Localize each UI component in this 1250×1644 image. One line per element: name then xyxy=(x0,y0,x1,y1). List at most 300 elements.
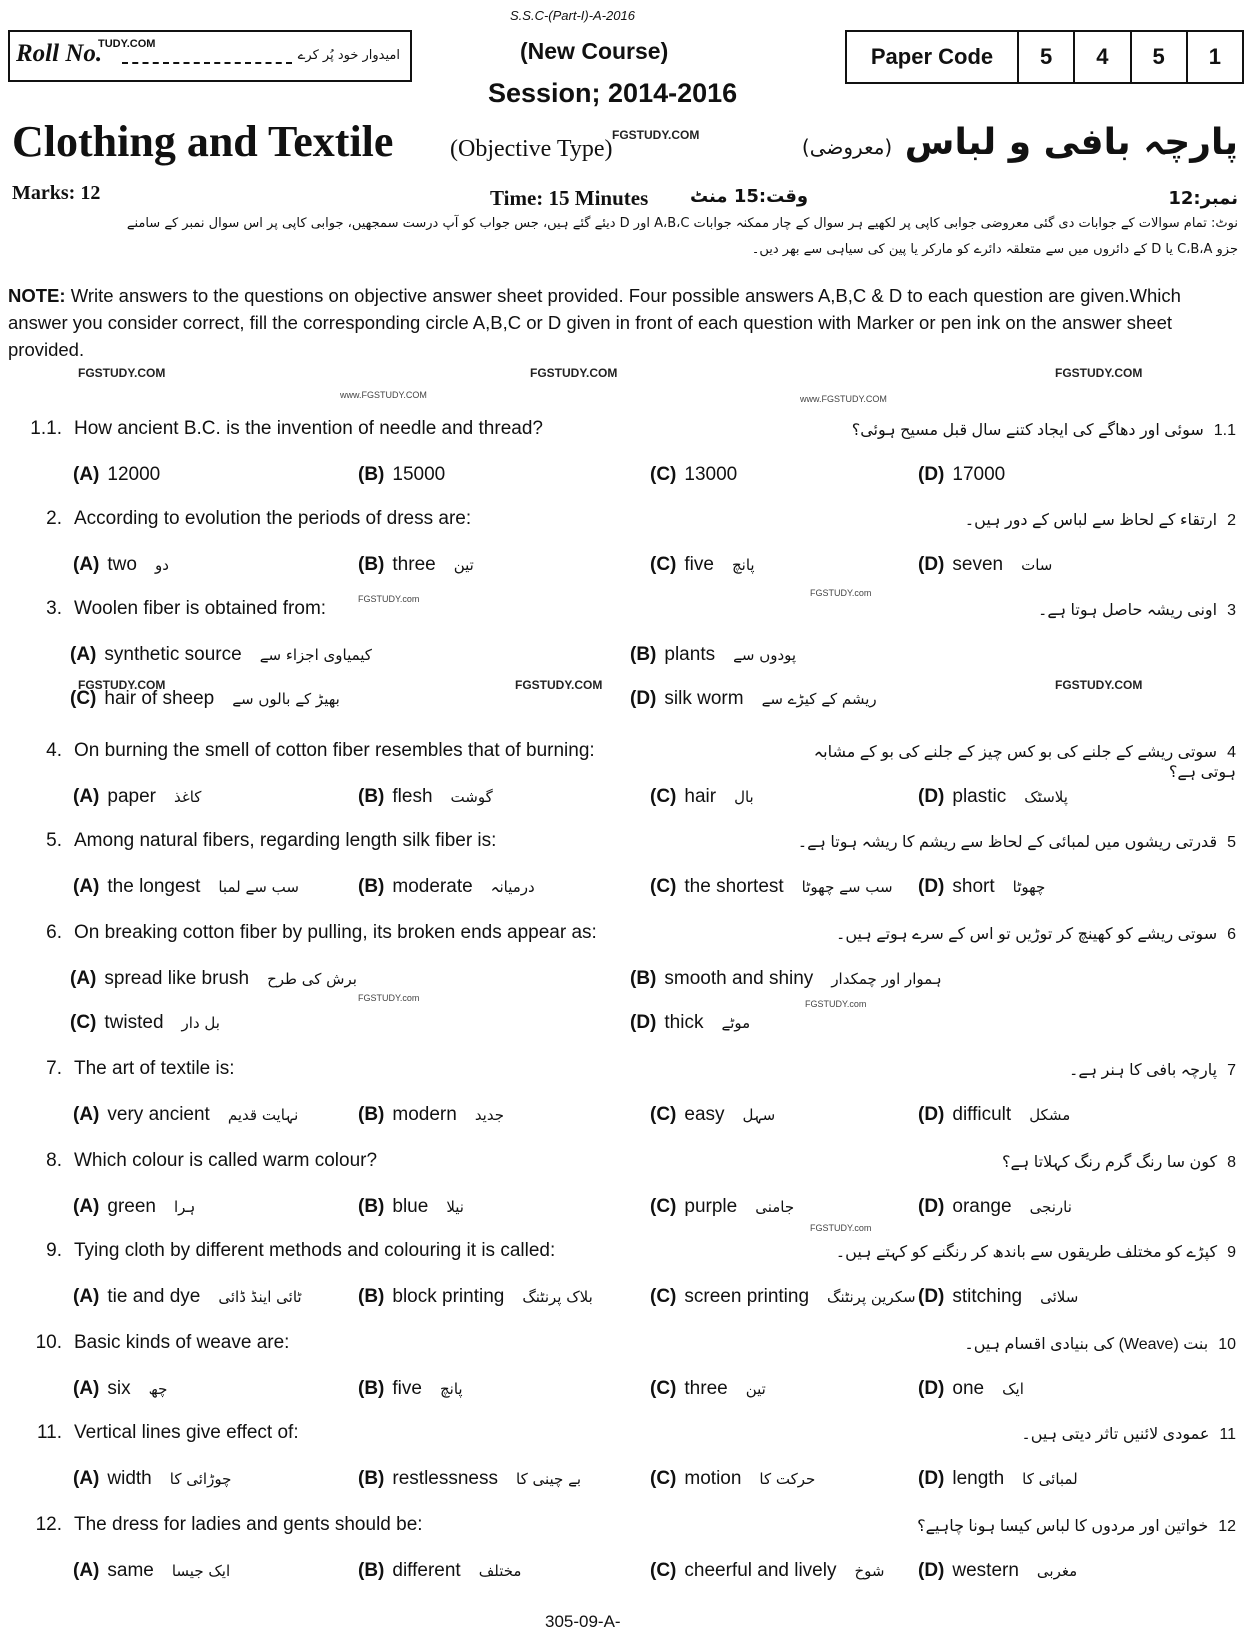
option-label: (B) xyxy=(358,786,385,807)
option-label: (A) xyxy=(70,968,97,989)
option-urdu: چھوٹا xyxy=(1012,878,1046,896)
option-urdu: جامنی xyxy=(755,1198,795,1216)
question-english: The dress for ladies and gents should be: xyxy=(74,1514,423,1535)
question-number: 5. xyxy=(46,830,62,851)
question-number: 8. xyxy=(46,1150,62,1171)
option-d xyxy=(918,1378,1024,1400)
question-urdu-number: 2 xyxy=(1227,512,1236,529)
question-urdu-number: 9 xyxy=(1227,1244,1236,1261)
question-text xyxy=(10,1514,423,1536)
option-text: hair xyxy=(684,786,717,807)
option-c xyxy=(70,1012,220,1034)
question-urdu-number: 1.1 xyxy=(1213,422,1236,439)
option-label: (B) xyxy=(358,1196,385,1217)
option-label: (C) xyxy=(650,1560,677,1581)
option-text: restlessness xyxy=(392,1468,498,1489)
option-urdu: سب سے لمبا xyxy=(218,878,299,896)
option-c xyxy=(650,876,893,898)
option-a xyxy=(73,1378,167,1400)
option-a xyxy=(73,464,160,486)
option-urdu: مغربی xyxy=(1036,1562,1078,1580)
option-text: spread like brush xyxy=(104,968,250,989)
option-text: difficult xyxy=(952,1104,1012,1125)
option-d xyxy=(630,1012,750,1034)
watermark: FGSTUDY.COM xyxy=(1055,366,1143,380)
option-text: screen printing xyxy=(684,1286,810,1307)
option-d xyxy=(918,1196,1072,1218)
title-watermark: FGSTUDY.COM xyxy=(612,128,700,142)
question-text xyxy=(10,1332,289,1354)
question-english: On breaking cotton fiber by pulling, its broken ends appear as: xyxy=(74,922,597,943)
question-text xyxy=(10,418,543,440)
option-text: silk worm xyxy=(664,688,744,709)
question-english: Tying cloth by different methods and colouring it is called: xyxy=(74,1240,556,1261)
option-label: (B) xyxy=(358,1286,385,1307)
option-label: (A) xyxy=(73,1104,100,1125)
option-urdu: نیلا xyxy=(446,1198,464,1216)
note-text: Write answers to the questions on objective answer sheet provided. Four possible answers A,B,C & D to each question are given.Which answer you consider correct, fill the corresponding circle A,B,C or D given in front of each question with Marker or pen ink on the answer sheet provided. xyxy=(8,285,1181,360)
option-urdu: ٹائی اینڈ ڈائی xyxy=(218,1288,302,1306)
option-d xyxy=(918,786,1068,808)
option-urdu: لمبائی کا xyxy=(1022,1470,1078,1488)
option-label: (D) xyxy=(630,688,657,709)
question-number: 11. xyxy=(36,1422,62,1443)
option-label: (D) xyxy=(630,1012,657,1033)
question-urdu-number: 3 xyxy=(1227,602,1236,619)
question-text xyxy=(10,1240,555,1262)
watermark: FGSTUDY.COM xyxy=(530,366,618,380)
option-text: one xyxy=(952,1378,985,1399)
option-text: twisted xyxy=(104,1012,164,1033)
option-a xyxy=(70,644,372,666)
option-text: six xyxy=(107,1378,131,1399)
option-text: different xyxy=(392,1560,461,1581)
option-label: (B) xyxy=(358,1104,385,1125)
option-d xyxy=(918,464,1005,486)
option-c xyxy=(650,1104,775,1126)
option-text: orange xyxy=(952,1196,1012,1217)
option-label: (A) xyxy=(70,644,97,665)
option-urdu: تین xyxy=(453,556,474,574)
option-a xyxy=(70,968,357,990)
note-english xyxy=(8,282,1223,363)
option-urdu: پودوں سے xyxy=(733,646,797,664)
option-text: five xyxy=(684,554,714,575)
option-a xyxy=(73,786,201,808)
option-c xyxy=(650,554,755,576)
option-a xyxy=(73,554,169,576)
option-urdu: چھ xyxy=(148,1380,168,1398)
option-text: three xyxy=(684,1378,728,1399)
roll-urdu-note: امیدوار خود پُر کرے xyxy=(297,48,400,63)
option-text: synthetic source xyxy=(104,644,242,665)
option-label: (C) xyxy=(70,688,97,709)
option-text: the longest xyxy=(107,876,201,897)
question-text xyxy=(10,1058,235,1080)
option-label: (C) xyxy=(650,1196,677,1217)
option-a xyxy=(73,1560,230,1582)
option-label: (A) xyxy=(73,554,100,575)
option-text: stitching xyxy=(952,1286,1023,1307)
paper-code-digit: 1 xyxy=(1208,44,1221,69)
title-english: Clothing and Textile xyxy=(12,117,394,166)
question-urdu xyxy=(776,1334,1236,1354)
question-english: According to evolution the periods of dress are: xyxy=(74,508,472,529)
option-urdu: سکرین پرنٹنگ xyxy=(827,1288,916,1306)
note-urdu-line-2: جزو C،B،A یا D کے دائروں میں سے متعلقہ دائرے کو مارکر یا پین کی سیاہی سے بھر دیں۔ xyxy=(751,242,1238,257)
title-urdu-type: (معروضی) xyxy=(801,135,893,159)
question-urdu-text: عمودی لائنیں تاثر دیتی ہیں۔ xyxy=(1021,1426,1210,1443)
option-b xyxy=(630,968,942,990)
option-a xyxy=(73,1196,195,1218)
question-urdu-number: 8 xyxy=(1227,1154,1236,1171)
option-urdu: موٹے xyxy=(721,1014,751,1032)
option-text: western xyxy=(952,1560,1019,1581)
option-urdu: بل دار xyxy=(181,1014,220,1032)
option-label: (C) xyxy=(650,1378,677,1399)
paper-code-box xyxy=(845,30,1244,84)
question-urdu-text: کپڑے کو مختلف طریقوں سے باندھ کر رنگنے کو کہتے ہیں۔ xyxy=(835,1244,1218,1261)
option-urdu: ایک xyxy=(1002,1380,1024,1398)
question-english: How ancient B.C. is the invention of needle and thread? xyxy=(74,418,543,439)
marks-urdu: نمبر:12 xyxy=(1168,188,1238,209)
option-c xyxy=(650,1468,815,1490)
option-label: (D) xyxy=(918,1468,945,1489)
option-label: (D) xyxy=(918,1104,945,1125)
option-label: (D) xyxy=(918,1196,945,1217)
option-b xyxy=(630,644,796,666)
title-urdu-main: پارچہ بافی و لباس xyxy=(904,122,1238,163)
watermark-small: FGSTUDY.com xyxy=(358,993,420,1003)
option-text: cheerful and lively xyxy=(684,1560,837,1581)
option-c xyxy=(650,1196,794,1218)
option-urdu: پلاسٹک xyxy=(1024,788,1068,806)
option-urdu: سلائی xyxy=(1040,1288,1079,1306)
question-text xyxy=(10,830,496,852)
option-b xyxy=(358,464,445,486)
option-urdu: شوخ xyxy=(854,1562,885,1580)
question-number: 4. xyxy=(46,740,62,761)
question-text xyxy=(10,1422,299,1444)
question-urdu-number: 7 xyxy=(1227,1062,1236,1079)
option-b xyxy=(358,1286,593,1308)
option-urdu: گوشت xyxy=(450,788,493,806)
option-a xyxy=(73,1286,302,1308)
option-label: (D) xyxy=(918,464,945,485)
option-urdu: درمیانہ xyxy=(490,878,535,896)
option-label: (A) xyxy=(73,464,100,485)
question-number: 1.1. xyxy=(30,418,62,439)
watermark-small: FGSTUDY.com xyxy=(810,588,872,598)
option-b xyxy=(358,876,535,898)
option-urdu: نارنجی xyxy=(1029,1198,1072,1216)
question-urdu xyxy=(776,832,1236,852)
option-text: seven xyxy=(952,554,1004,575)
option-text: length xyxy=(952,1468,1005,1489)
option-urdu: ریشم کے کیڑے سے xyxy=(761,690,877,708)
watermark-small: www.FGSTUDY.COM xyxy=(800,394,887,404)
option-urdu: ایک جیسا xyxy=(171,1562,231,1580)
question-urdu xyxy=(776,742,1236,782)
option-text: smooth and shiny xyxy=(664,968,814,989)
option-urdu: کاغذ xyxy=(174,788,202,806)
question-urdu-text: کون سا رنگ گرم رنگ کہلاتا ہے؟ xyxy=(1002,1154,1218,1171)
option-label: (C) xyxy=(650,786,677,807)
option-text: 17000 xyxy=(952,464,1006,485)
question-number: 3. xyxy=(46,598,62,619)
question-urdu xyxy=(776,600,1236,620)
watermark: FGSTUDY.COM xyxy=(515,678,603,692)
option-text: three xyxy=(392,554,436,575)
option-label: (A) xyxy=(73,1468,100,1489)
option-text: purple xyxy=(684,1196,738,1217)
watermark-small: www.FGSTUDY.COM xyxy=(340,390,427,400)
question-number: 10. xyxy=(35,1332,62,1353)
question-urdu-number: 11 xyxy=(1219,1426,1236,1443)
question-text xyxy=(10,508,471,530)
option-b xyxy=(358,1378,463,1400)
question-text xyxy=(10,598,326,620)
option-urdu: ہموار اور چمکدار xyxy=(831,970,942,988)
roll-number-box xyxy=(8,30,412,82)
paper-code-digit: 5 xyxy=(1019,32,1075,82)
note-urdu-line-1: نوٹ: تمام سوالات کے جوابات دی گئی معروضی جوابی کاپی پر لکھیے ہر سوال کے چار ممکنہ جوابات A،B،C اور D دیئے گئے ہیں، جس جواب کو آپ درست سمجھیں، جوابی کاپی پر اس سوال نمبر کے سامنے xyxy=(126,216,1238,231)
watermark: FGSTUDY.COM xyxy=(78,366,166,380)
option-label: (D) xyxy=(918,554,945,575)
question-number: 6. xyxy=(46,922,62,943)
question-urdu-text: ارتقاء کے لحاظ سے لباس کے دور ہیں۔ xyxy=(964,512,1218,529)
option-label: (A) xyxy=(73,1560,100,1581)
option-text: plastic xyxy=(952,786,1007,807)
paper-code-label: Paper Code xyxy=(847,32,1019,82)
option-label: (A) xyxy=(73,876,100,897)
option-urdu: پانچ xyxy=(439,1380,463,1398)
question-urdu-text: بنت (Weave) کی بنیادی اقسام ہیں۔ xyxy=(964,1336,1209,1353)
session-label: Session; 2014-2016 xyxy=(488,78,738,108)
option-urdu: چوڑائی کا xyxy=(169,1470,232,1488)
question-urdu-text: سوئی اور دھاگے کی ایجاد کتنے سال قبل مسیح ہوئی؟ xyxy=(851,422,1204,439)
course-label: (New Course) xyxy=(520,38,669,64)
footer-code: 305-09-A- xyxy=(545,1612,621,1631)
option-label: (B) xyxy=(630,968,657,989)
option-text: very ancient xyxy=(107,1104,210,1125)
option-urdu: بے چینی کا xyxy=(516,1470,582,1488)
question-english: Vertical lines give effect of: xyxy=(74,1422,299,1443)
question-urdu xyxy=(776,420,1236,440)
option-text: same xyxy=(107,1560,154,1581)
option-urdu: سہل xyxy=(742,1106,776,1124)
option-d xyxy=(630,688,877,710)
option-c xyxy=(650,1286,916,1308)
option-urdu: بال xyxy=(734,788,754,806)
option-text: easy xyxy=(684,1104,725,1125)
roll-blank xyxy=(122,62,292,64)
option-urdu: پانچ xyxy=(731,556,755,574)
option-urdu: حرکت کا xyxy=(759,1470,816,1488)
question-english: On burning the smell of cotton fiber resembles that of burning: xyxy=(74,740,595,761)
option-label: (C) xyxy=(650,1286,677,1307)
option-label: (B) xyxy=(358,554,385,575)
option-text: tie and dye xyxy=(107,1286,201,1307)
question-english: Which colour is called warm colour? xyxy=(74,1150,378,1171)
option-urdu: مشکل xyxy=(1029,1106,1071,1124)
option-b xyxy=(358,1560,521,1582)
option-a xyxy=(73,876,299,898)
option-c xyxy=(650,786,754,808)
option-label: (C) xyxy=(650,464,677,485)
option-label: (B) xyxy=(358,1468,385,1489)
option-b xyxy=(358,1468,581,1490)
title-urdu xyxy=(802,122,1238,163)
option-label: (D) xyxy=(918,1286,945,1307)
option-label: (D) xyxy=(918,1378,945,1399)
option-urdu: سب سے چھوٹا xyxy=(801,878,893,896)
question-text xyxy=(10,922,597,944)
option-text: width xyxy=(107,1468,152,1489)
top-code: S.S.C-(Part-I)-A-2016 xyxy=(510,8,635,23)
question-number: 12. xyxy=(35,1514,62,1535)
option-urdu: بھیڑ کے بالوں سے xyxy=(232,690,340,708)
option-d xyxy=(918,1468,1078,1490)
paper-code-digit: 5 xyxy=(1132,32,1188,82)
roll-label: Roll No. xyxy=(16,40,103,67)
option-label: (A) xyxy=(73,1196,100,1217)
roll-watermark: TUDY.COM xyxy=(98,38,156,50)
option-urdu: برش کی طرح xyxy=(267,970,357,988)
question-english: Basic kinds of weave are: xyxy=(74,1332,290,1353)
question-urdu xyxy=(776,1516,1236,1536)
option-label: (A) xyxy=(73,1378,100,1399)
question-urdu xyxy=(776,510,1236,530)
question-urdu-text: قدرتی ریشوں میں لمبائی کے لحاظ سے ریشم کا ریشہ ہوتا ہے۔ xyxy=(797,834,1218,851)
question-urdu-text: پارچہ بافی کا ہنر ہے۔ xyxy=(1069,1062,1218,1079)
option-text: green xyxy=(107,1196,156,1217)
question-urdu-number: 5 xyxy=(1227,834,1236,851)
option-label: (B) xyxy=(358,1378,385,1399)
option-label: (C) xyxy=(650,1104,677,1125)
option-text: paper xyxy=(107,786,156,807)
watermark-small: FGSTUDY.com xyxy=(810,1223,872,1233)
question-number: 7. xyxy=(46,1058,62,1079)
option-label: (B) xyxy=(358,464,385,485)
option-text: the shortest xyxy=(684,876,784,897)
question-urdu-text: سوتی ریشے کے جلنے کی بو کس چیز کے جلنے کی بو کے مشابہ ہوتی ہے؟ xyxy=(813,744,1236,781)
question-english: The art of textile is: xyxy=(74,1058,235,1079)
option-urdu: تین xyxy=(745,1380,766,1398)
option-label: (C) xyxy=(650,554,677,575)
watermark: FGSTUDY.COM xyxy=(78,678,166,692)
option-text: two xyxy=(107,554,137,575)
option-label: (B) xyxy=(358,1560,385,1581)
question-english: Woolen fiber is obtained from: xyxy=(74,598,327,619)
option-urdu: دو xyxy=(154,556,169,574)
watermark-small: FGSTUDY.com xyxy=(805,999,867,1009)
watermark: FGSTUDY.COM xyxy=(1055,678,1143,692)
option-c xyxy=(650,1378,766,1400)
question-urdu-text: خواتین اور مردوں کا لباس کیسا ہونا چاہیے؟ xyxy=(917,1518,1209,1535)
option-text: modern xyxy=(392,1104,457,1125)
option-label: (D) xyxy=(918,1560,945,1581)
question-text xyxy=(10,740,595,762)
time-label: Time: 15 Minutes xyxy=(490,186,649,210)
option-d xyxy=(918,876,1045,898)
paper-code-digit: 4 xyxy=(1075,32,1131,82)
option-a xyxy=(73,1468,231,1490)
option-d xyxy=(918,1104,1070,1126)
question-number: 9. xyxy=(46,1240,62,1261)
marks-label: Marks: 12 xyxy=(12,182,101,204)
option-label: (C) xyxy=(650,1468,677,1489)
option-text: blue xyxy=(392,1196,429,1217)
option-urdu: نہایت قدیم xyxy=(227,1106,299,1124)
option-d xyxy=(918,1286,1078,1308)
question-urdu xyxy=(776,1152,1236,1172)
question-urdu-number: 12 xyxy=(1218,1518,1236,1535)
question-text xyxy=(10,1150,377,1172)
option-text: flesh xyxy=(392,786,433,807)
option-d xyxy=(918,554,1052,576)
watermark-small: FGSTUDY.com xyxy=(358,594,420,604)
option-label: (D) xyxy=(918,876,945,897)
option-d xyxy=(918,1560,1077,1582)
option-label: (A) xyxy=(73,786,100,807)
option-text: short xyxy=(952,876,995,897)
option-text: hair of sheep xyxy=(104,688,215,709)
option-b xyxy=(358,786,493,808)
option-b xyxy=(358,554,474,576)
option-c xyxy=(650,1560,884,1582)
question-urdu-number: 10 xyxy=(1218,1336,1236,1353)
option-label: (C) xyxy=(650,876,677,897)
option-urdu: سات xyxy=(1021,556,1053,574)
option-urdu: مختلف xyxy=(478,1562,522,1580)
option-label: (D) xyxy=(918,786,945,807)
option-text: block printing xyxy=(392,1286,505,1307)
option-urdu: کیمیاوی اجزاء سے xyxy=(259,646,372,664)
option-label: (B) xyxy=(630,644,657,665)
option-text: thick xyxy=(664,1012,704,1033)
question-urdu-text: سوتی ریشے کو کھینچ کر توڑیں تو اس کے سرے ہوتے ہیں۔ xyxy=(836,926,1218,943)
option-urdu: جدید xyxy=(474,1106,505,1124)
question-urdu-number: 4 xyxy=(1227,744,1236,761)
option-urdu: بلاک پرنٹنگ xyxy=(522,1288,593,1306)
option-c xyxy=(650,464,737,486)
option-text: plants xyxy=(664,644,716,665)
time-urdu: وقت:15 منٹ xyxy=(690,186,809,207)
option-b xyxy=(358,1196,464,1218)
question-number: 2. xyxy=(46,508,62,529)
option-b xyxy=(358,1104,504,1126)
option-urdu: ہرا xyxy=(174,1198,196,1216)
question-urdu-text: اونی ریشہ حاصل ہوتا ہے۔ xyxy=(1037,602,1218,619)
option-label: (C) xyxy=(70,1012,97,1033)
title-type: (Objective Type) xyxy=(450,136,613,162)
option-text: 15000 xyxy=(392,464,446,485)
option-text: moderate xyxy=(392,876,473,897)
question-urdu xyxy=(776,1060,1236,1080)
option-text: five xyxy=(392,1378,422,1399)
question-urdu-number: 6 xyxy=(1227,926,1236,943)
option-text: 12000 xyxy=(107,464,161,485)
option-a xyxy=(73,1104,298,1126)
question-urdu xyxy=(776,1242,1236,1262)
question-urdu xyxy=(776,924,1236,944)
option-label: (B) xyxy=(358,876,385,897)
option-text: 13000 xyxy=(684,464,738,485)
question-english: Among natural fibers, regarding length silk fiber is: xyxy=(74,830,497,851)
option-label: (A) xyxy=(73,1286,100,1307)
option-text: motion xyxy=(684,1468,742,1489)
